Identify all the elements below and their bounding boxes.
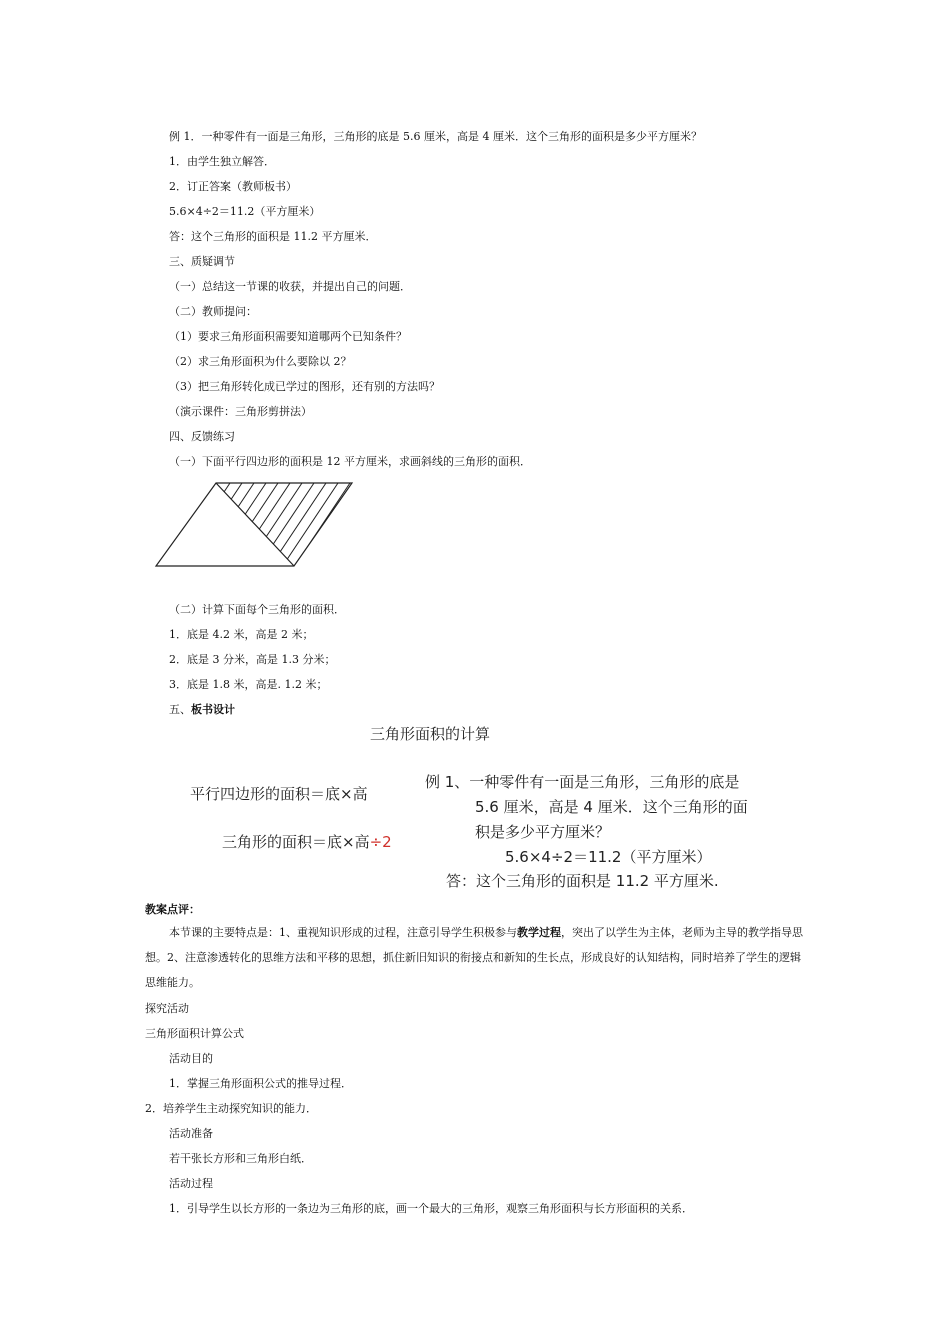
board-formula-triangle-main: 三角形的面积＝底×高 [222, 833, 370, 851]
step-2: 2．订正答案（教师板书） [169, 180, 297, 193]
board-example-calc: 5.6×4÷2＝11.2（平方厘米） [505, 848, 712, 866]
review-text-a: 本节课的主要特点是：1、重视知识形成的过程，注意引导学生积极参与 [169, 926, 517, 939]
question-2: （2）求三角形面积为什么要除以 2？ [169, 355, 352, 368]
parallelogram-figure [150, 478, 360, 572]
section-5-prefix: 五、 [169, 703, 191, 716]
exercise-2-item-2: 2．底是 3 分米，高是 1.3 分米； [169, 653, 336, 666]
goal-2: 2．培养学生主动探究知识的能力． [145, 1102, 317, 1115]
exercise-2-item-3: 3．底是 1.8 米，高是. 1.2 米； [169, 678, 328, 691]
review-paragraph [145, 920, 810, 995]
section-3-heading: 三、质疑调节 [169, 255, 235, 268]
board-formula-triangle [222, 831, 392, 852]
section-5-bold: 板书设计 [191, 703, 235, 716]
prep-heading: 活动准备 [169, 1127, 213, 1140]
explore-topic: 三角形面积计算公式 [145, 1027, 244, 1040]
board-example-line-3: 积是多少平方厘米？ [475, 823, 611, 841]
board-title: 三角形面积的计算 [370, 725, 491, 743]
prep-text: 若干张长方形和三角形白纸． [169, 1152, 312, 1165]
process-1: 1．引导学生以长方形的一条边为三角形的底，画一个最大的三角形，观察三角形面积与长方形面积的关系． [169, 1202, 693, 1215]
review-title: 教案点评： [145, 903, 200, 916]
blackboard-design [180, 715, 770, 895]
demo-note: （演示课件：三角形剪拼法） [169, 405, 312, 418]
explore-heading: 探究活动 [145, 1002, 189, 1015]
board-example-line-2: 5.6 厘米，高是 4 厘米．这个三角形的面 [475, 798, 748, 816]
question-a: （一）总结这一节课的收获，并提出自己的问题． [169, 280, 411, 293]
exercise-1: （一）下面平行四边形的面积是 12 平方厘米，求画斜线的三角形的面积． [169, 455, 531, 468]
parallelogram-outline [156, 483, 352, 566]
board-formula-triangle-divide: ÷2 [369, 833, 392, 851]
section-4-heading: 四、反馈练习 [169, 430, 235, 443]
exercise-2-item-1: 1．底是 4.2 米，高是 2 米； [169, 628, 314, 641]
question-3: （3）把三角形转化成已学过的图形，还有别的方法吗？ [169, 380, 440, 393]
review-text-bold: 教学过程 [517, 926, 561, 939]
example-1-text: 例 1．一种零件有一面是三角形，三角形的底是 5.6 厘米，高是 4 厘米．这个三角形的面积是多少平方厘米？ [169, 130, 702, 143]
exercise-2: （二）计算下面每个三角形的面积． [169, 603, 345, 616]
board-example-line-1: 例 1、一种零件有一面是三角形，三角形的底是 [425, 773, 740, 791]
answer: 答：这个三角形的面积是 11.2 平方厘米． [169, 230, 377, 243]
board-example-answer: 答：这个三角形的面积是 11.2 平方厘米. [446, 872, 719, 890]
review-text-b: ，突出了以学生为主体，老师为主导的教学指导思想。2、注意渗透转化的思维方法和平移的思想，抓住新旧知识的衔接点和新知的生长点，形成良好的认知结构，同时培养了学生的逻辑思维能力。 [145, 926, 803, 989]
goal-heading: 活动目的 [169, 1052, 213, 1065]
hatching [170, 483, 360, 572]
goal-1: 1．掌握三角形面积公式的推导过程． [169, 1077, 352, 1090]
board-formula-parallelogram: 平行四边形的面积＝底×高 [190, 785, 368, 803]
step-1: 1．由学生独立解答． [169, 155, 275, 168]
question-1: （1）要求三角形面积需要知道哪两个已知条件？ [169, 330, 407, 343]
calculation: 5.6×4÷2＝11.2（平方厘米） [169, 205, 321, 218]
process-heading: 活动过程 [169, 1177, 213, 1190]
question-b: （二）教师提问： [169, 305, 257, 318]
